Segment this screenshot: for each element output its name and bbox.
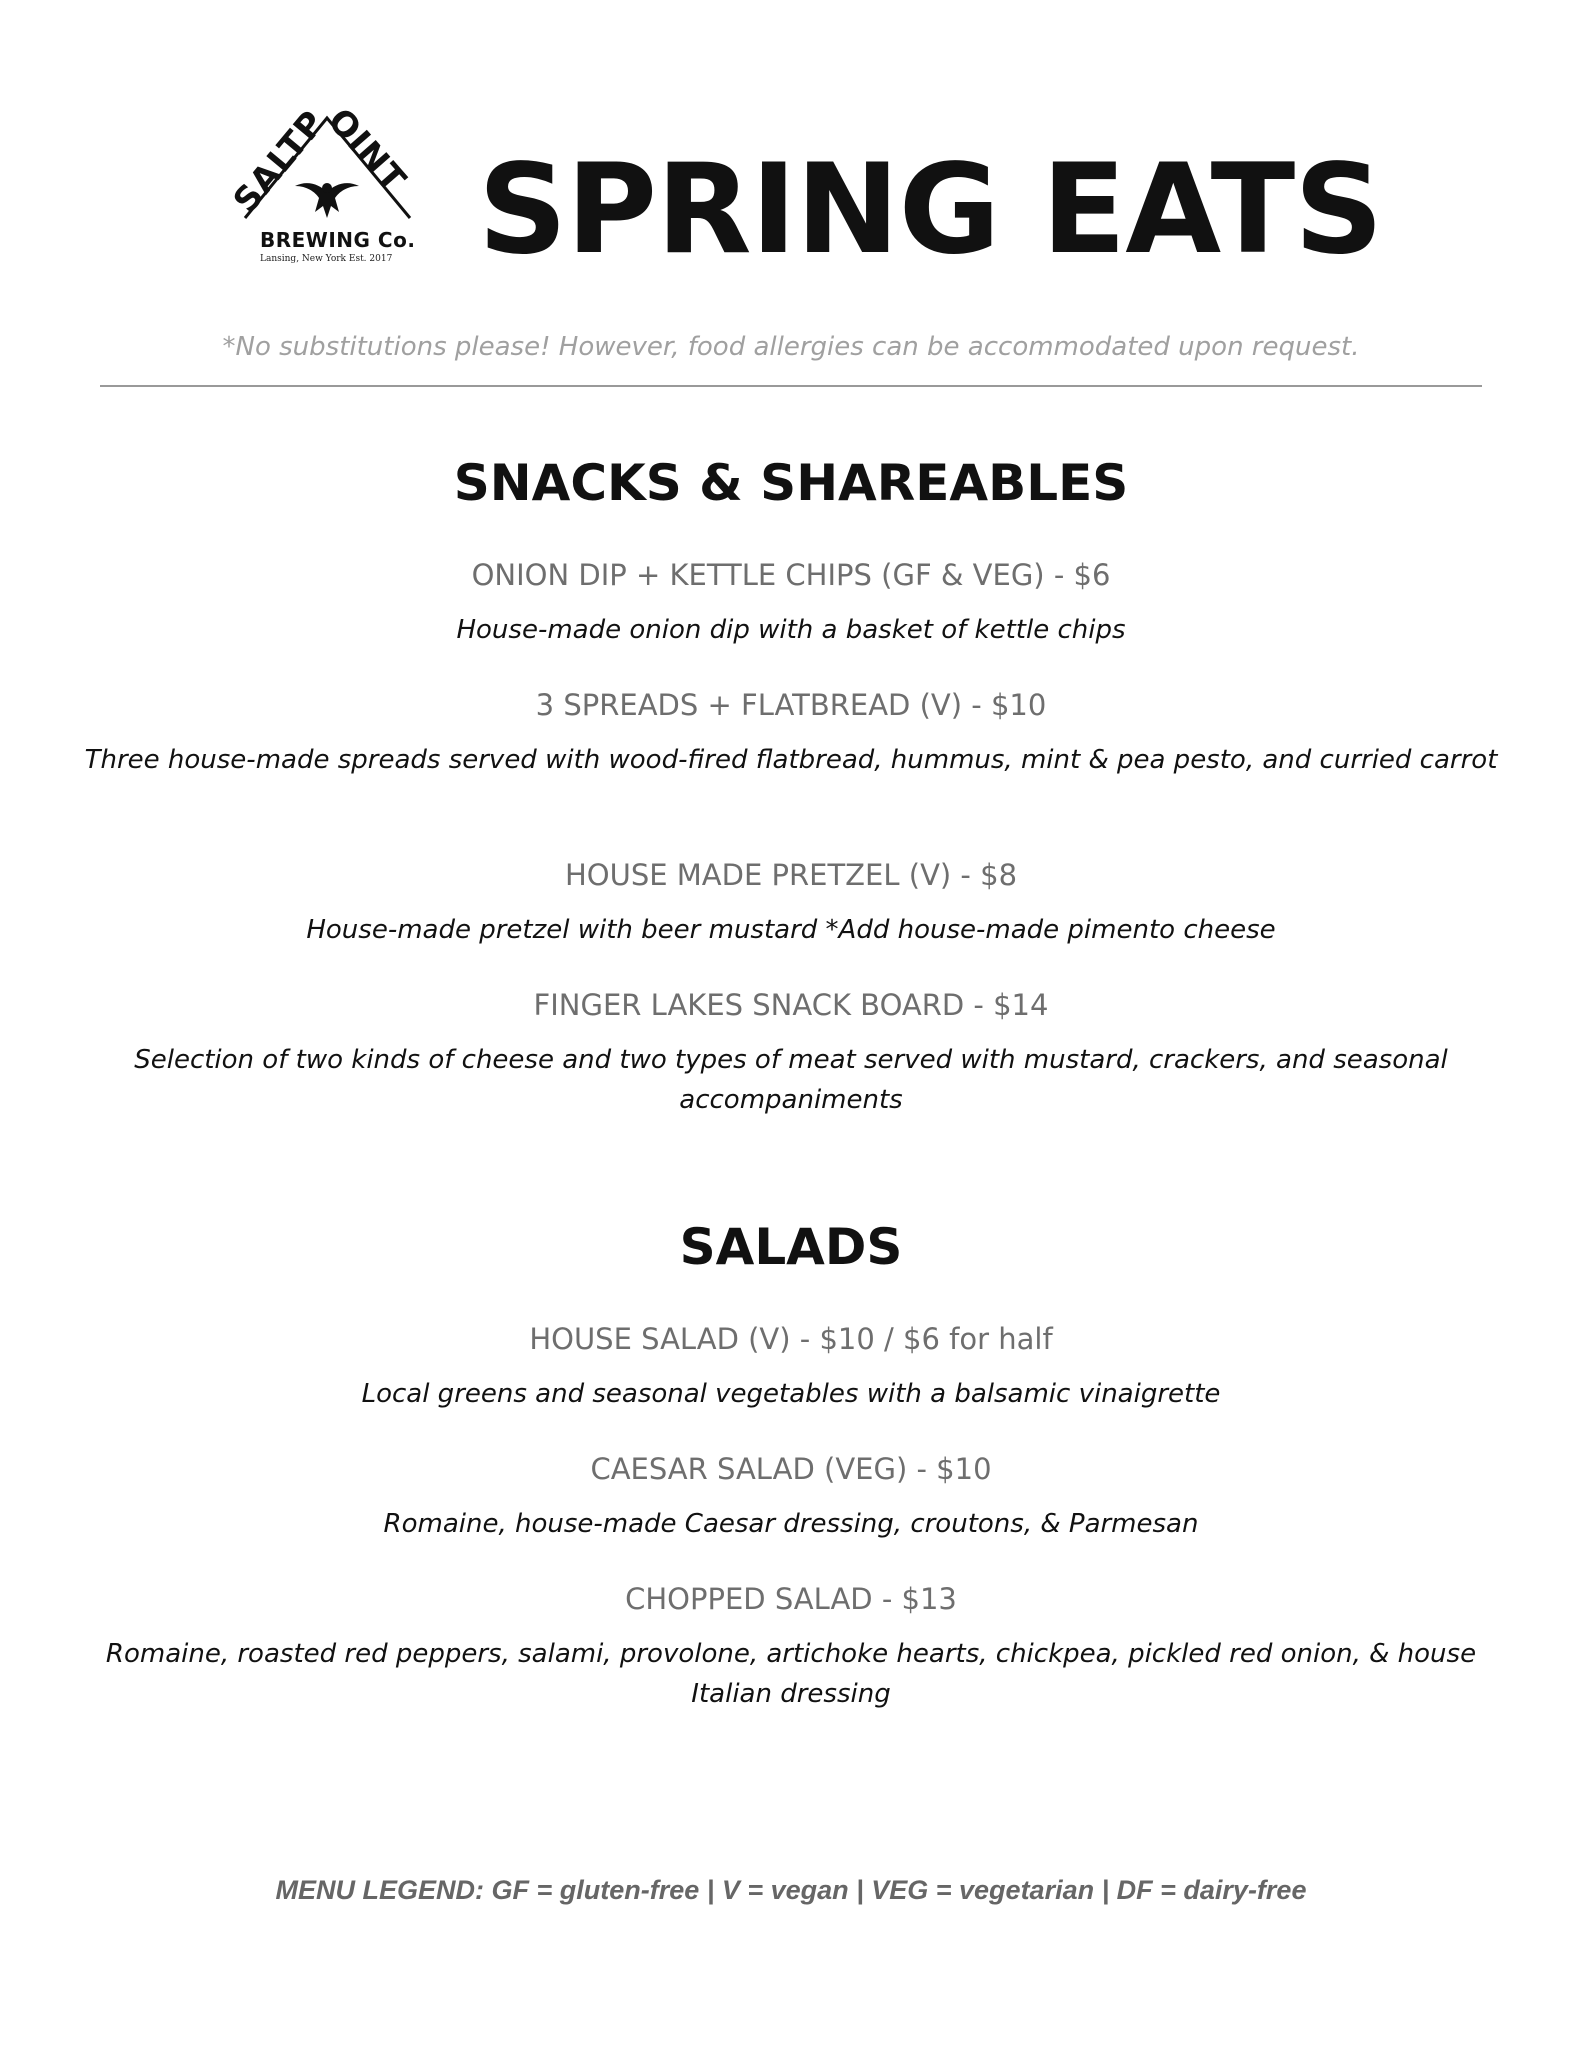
page-title: SPRING EATS [478, 138, 1383, 282]
menu-item-description: Romaine, house-made Caesar dressing, croutons, & Parmesan [383, 1509, 1199, 1539]
menu-item-name: 3 SPREADS + FLATBREAD (V) - $10 [535, 688, 1047, 722]
disclaimer-note: *No substitutions please! However, food allergies can be accommodated upon request. [222, 332, 1360, 362]
menu-header [0, 100, 1582, 300]
menu-item-description: Romaine, roasted red peppers, salami, provolone, artichoke hearts, chickpea, pickled red onion, & house Italian dressing [105, 1639, 1477, 1709]
menu-item-name: ONION DIP + KETTLE CHIPS (GF & VEG) - $6 [471, 558, 1111, 592]
menu-item-description: House-made pretzel with beer mustard *Add house-made pimento cheese [306, 915, 1276, 945]
header-divider [100, 385, 1482, 387]
menu-item-description: Local greens and seasonal vegetables with a balsamic vinaigrette [361, 1379, 1221, 1409]
menu-legend: MENU LEGEND: GF = gluten-free | V = vegan | VEG = vegetarian | DF = dairy-free [275, 1875, 1307, 1905]
menu-item-name: FINGER LAKES SNACK BOARD - $14 [533, 988, 1049, 1022]
logo-brewing-text: BREWING Co. [260, 228, 416, 252]
menu-item-name: HOUSE MADE PRETZEL (V) - $8 [564, 858, 1018, 892]
eagle-icon [295, 183, 359, 218]
menu-item-description: Three house-made spreads served with wood-fired flatbread, hummus, mint & pea pesto, and curried carrot [84, 745, 1498, 775]
logo-tagline: Lansing, New York Est. 2017 [260, 254, 393, 264]
menu-item-name: CAESAR SALAD (VEG) - $10 [590, 1452, 992, 1486]
section-heading-snacks: SNACKS & SHAREABLES [453, 454, 1129, 512]
menu-item-name: HOUSE SALAD (V) - $10 / $6 for half [529, 1322, 1053, 1356]
menu-item-description: Selection of two kinds of cheese and two types of meat served with mustard, crackers, and seasonal accompaniments [134, 1045, 1448, 1115]
saltpoint-logo [215, 100, 440, 270]
section-heading-salads: SALADS [679, 1218, 903, 1276]
logo-wordmark: SALTPOINT [225, 100, 414, 221]
menu-item-description: House-made onion dip with a basket of kettle chips [456, 615, 1126, 645]
menu-item-name: CHOPPED SALAD - $13 [625, 1582, 957, 1616]
